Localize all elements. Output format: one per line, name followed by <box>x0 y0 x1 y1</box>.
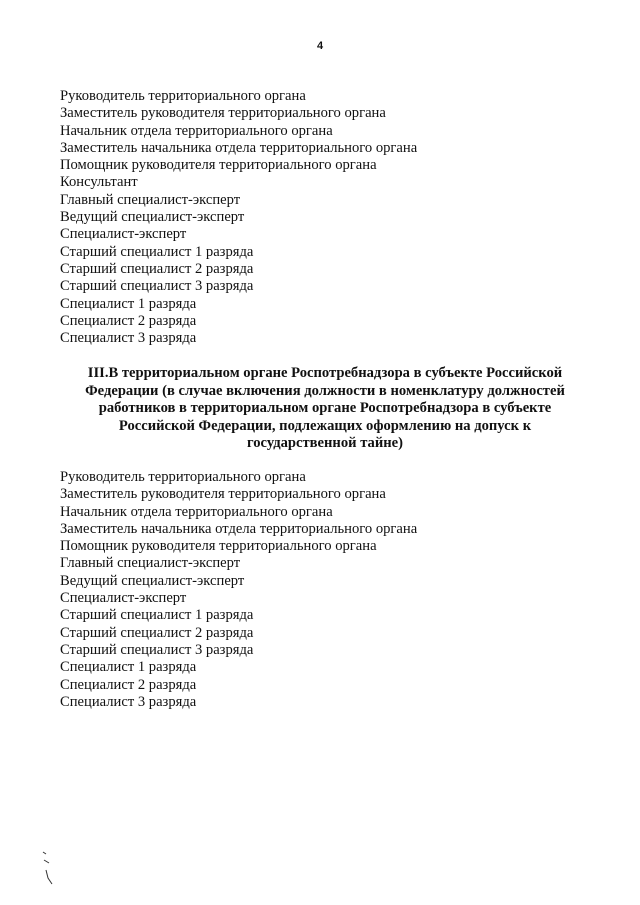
list-item: Специалист 3 разряда <box>60 330 197 347</box>
position-list-2 <box>60 469 417 711</box>
section-heading-line: работников в территориальном органе Роспотребнадзора в субъекте <box>98 400 552 416</box>
list-item: Старший специалист 1 разряда <box>60 243 254 260</box>
list-item: Старший специалист 3 разряда <box>60 278 254 295</box>
page-number: 4 <box>316 40 324 52</box>
section-heading-line: III.В территориальном органе Роспотребнадзора в субъекте Российской <box>87 365 563 381</box>
list-item: Специалист 2 разряда <box>60 312 197 329</box>
list-item: Специалист 3 разряда <box>60 693 197 710</box>
list-item: Старший специалист 2 разряда <box>60 624 254 641</box>
list-item: Старший специалист 3 разряда <box>60 641 254 658</box>
list-item: Руководитель территориального органа <box>60 88 306 104</box>
list-item: Начальник отдела территориального органа <box>60 122 333 139</box>
scan-marks <box>40 850 60 886</box>
section-heading-line: Федерации (в случае включения должности в номенклатуру должностей <box>85 382 565 399</box>
list-item: Заместитель начальника отдела территориального органа <box>60 520 418 537</box>
list-item: Специалист 2 разряда <box>60 676 197 693</box>
list-item: Специалист 1 разряда <box>60 659 197 676</box>
list-item: Главный специалист-эксперт <box>60 555 241 572</box>
list-item: Руководитель территориального органа <box>60 469 306 485</box>
section-heading <box>60 365 590 453</box>
position-list-1 <box>60 88 417 347</box>
list-item: Ведущий специалист-эксперт <box>60 209 245 226</box>
section-heading-line: государственной тайне) <box>247 435 403 451</box>
list-item: Начальник отдела территориального органа <box>60 503 333 520</box>
list-item: Ведущий специалист-эксперт <box>60 572 245 589</box>
list-item: Заместитель руководителя территориального органа <box>60 105 386 122</box>
list-item: Старший специалист 1 разряда <box>60 607 254 624</box>
section-heading-line: Российской Федерации, подлежащих оформлению на допуск к <box>118 417 532 434</box>
list-item: Главный специалист-эксперт <box>60 191 241 208</box>
list-item: Специалист-эксперт <box>60 590 187 607</box>
list-item: Консультант <box>60 174 138 191</box>
list-item: Заместитель начальника отдела территориального органа <box>60 139 418 156</box>
list-item: Старший специалист 2 разряда <box>60 260 254 277</box>
list-item: Специалист 1 разряда <box>60 295 197 312</box>
list-item: Помощник руководителя территориального органа <box>60 538 377 555</box>
list-item: Помощник руководителя территориального органа <box>60 157 377 174</box>
list-item: Заместитель руководителя территориального органа <box>60 486 386 503</box>
list-item: Специалист-эксперт <box>60 226 187 243</box>
